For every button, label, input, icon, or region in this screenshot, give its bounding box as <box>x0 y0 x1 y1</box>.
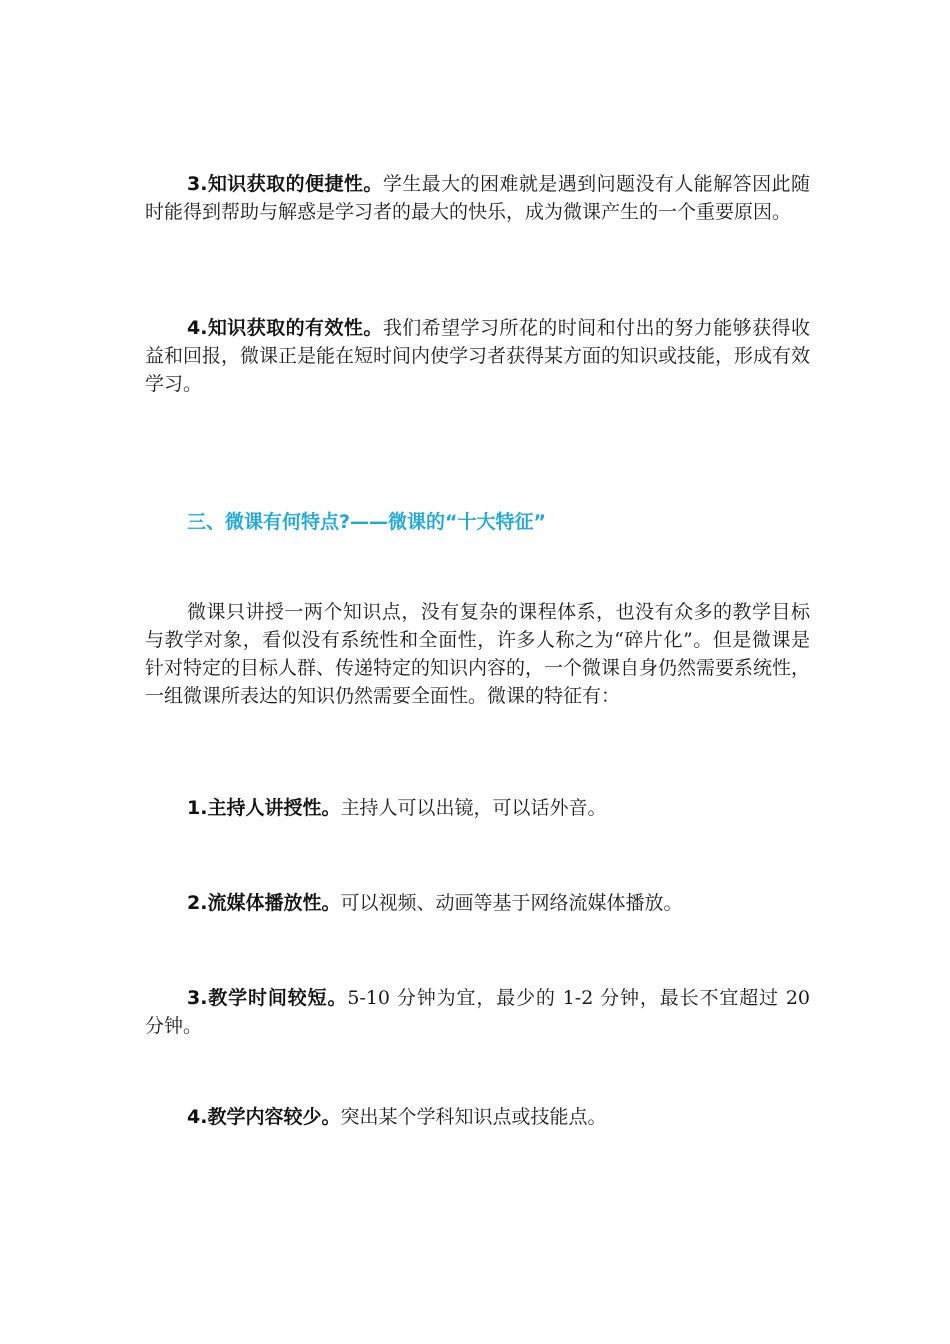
feature-text: 主持人可以出镜，可以话外音。 <box>340 797 607 819</box>
paragraph-text: 我们希望学习所花的时间和付出的努力能够获得收益和回报，微课正是能在短时间内使学习者获得某方面的知识或技能，形成有效学习。 <box>145 317 811 395</box>
feature-lead: 4.教学内容较少。 <box>187 1106 341 1128</box>
feature-lead: 1.主持人讲授性。 <box>187 797 341 819</box>
intro-paragraph: 微课只讲授一两个知识点，没有复杂的课程体系，也没有众多的教学目标与教学对象，看似没有系统性和全面性，许多人称之为“碎片化”。但是微课是针对特定的目标人群、传递特定的知识内容的，一个微课自身仍然需要系统性，一组微课所表达的知识仍然需要全面性。微课的特征有： <box>145 601 811 707</box>
feature-item-duration <box>145 984 810 1040</box>
feature-lead: 3.教学时间较短。 <box>187 987 348 1009</box>
feature-text: 可以视频、动画等基于网络流媒体播放。 <box>340 892 683 914</box>
paragraph-convenience <box>145 170 810 226</box>
feature-item-content <box>145 1103 810 1131</box>
feature-text: 突出某个学科知识点或技能点。 <box>340 1106 607 1128</box>
paragraph-lead: 4.知识获取的有效性。 <box>187 317 383 339</box>
paragraph-lead: 3.知识获取的便捷性。 <box>187 173 383 195</box>
paragraph-effectiveness <box>145 314 810 398</box>
feature-item-host <box>145 794 810 822</box>
feature-item-streaming <box>145 889 810 917</box>
section-heading: 三、微课有何特点?——微课的“十大特征” <box>187 511 546 533</box>
feature-lead: 2.流媒体播放性。 <box>187 892 341 914</box>
paragraph-text: 学生最大的困难就是遇到问题没有人能解答因此随时能得到帮助与解惑是学习者的最大的快乐，成为微课产生的一个重要原因。 <box>145 173 810 223</box>
feature-text: 5-10 分钟为宜，最少的 1-2 分钟，最长不宜超过 20 分钟。 <box>145 987 810 1037</box>
